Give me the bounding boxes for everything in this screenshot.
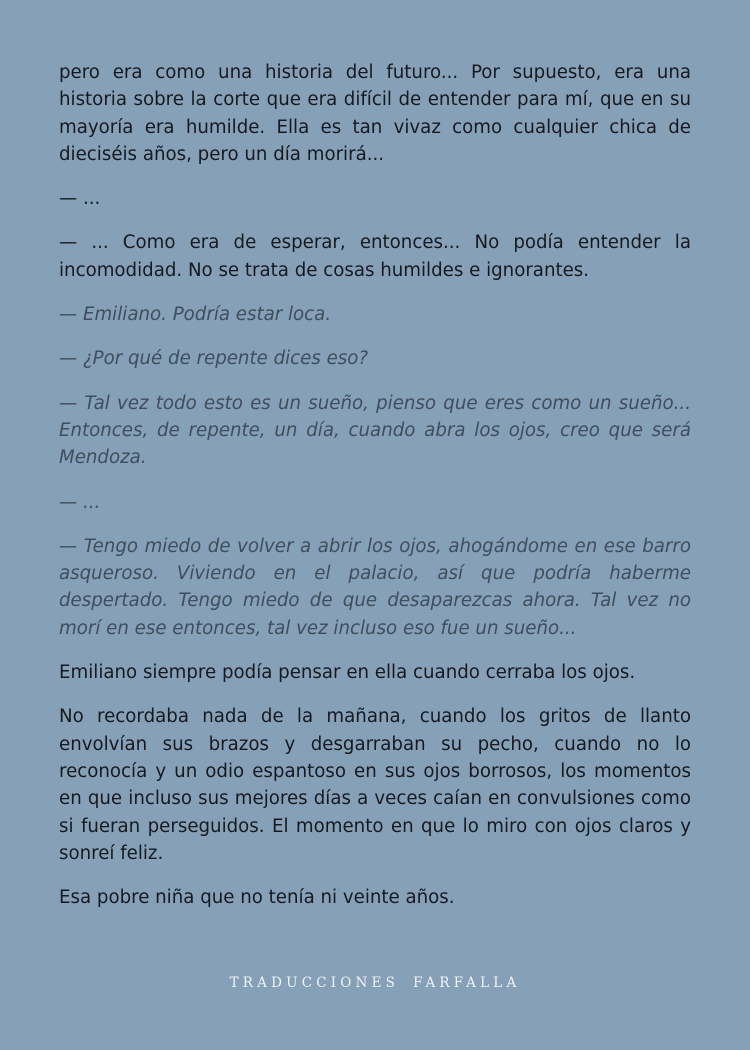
paragraph-8-dialogue: — Tengo miedo de volver a abrir los ojos, ahogándome en ese barro asqueroso. Viviendo en el palacio, así que podría haberme despertado. Tengo miedo de que desaparezcas ahora. Tal vez no morí en ese entonces, tal vez incluso eso fue un sueño... [59,535,691,639]
footer-word-2: FARFALLA [413,975,521,991]
paragraph-6-dialogue: — Tal vez todo esto es un sueño, pienso que eres como un sueño... Entonces, de repente, un día, cuando abra los ojos, creo que será Mendoza. [59,392,691,469]
paragraph-3-dialogue: — ... Como era de esperar, entonces... No podía entender la incomodidad. No se trata de cosas humildes e ignorantes. [59,232,691,281]
paragraph-2-dialogue: — ... [59,188,101,210]
paragraph-11: Esa pobre niña que no tenía ni veinte años. [59,887,455,909]
footer-credit [0,975,750,991]
paragraph-10: No recordaba nada de la mañana, cuando los gritos de llanto envolvían sus brazos y desgarraban su pecho, cuando no lo reconocía y un odio espantoso en sus ojos borrosos, los momentos en que incluso sus mejores días a veces caían en convulsiones como si fueran perseguidos. El momento en que lo miro con ojos claros y sonreí feliz. [59,706,691,864]
page-body [59,59,691,928]
paragraph-7-dialogue: — ... [59,491,101,513]
footer-word-1: TRADUCCIONES [229,975,400,991]
paragraph-5-dialogue: — ¿Por qué de repente dices eso? [59,348,369,370]
paragraph-4-dialogue: — Emiliano. Podría estar loca. [59,304,332,326]
paragraph-1: pero era como una historia del futuro... Por supuesto, era una historia sobre la corte que era difícil de entender para mí, que en su mayoría era humilde. Ella es tan vivaz como cualquier chica de dieciséis años, pero un día morirá... [59,62,691,165]
paragraph-9: Emiliano siempre podía pensar en ella cuando cerraba los ojos. [59,662,636,684]
